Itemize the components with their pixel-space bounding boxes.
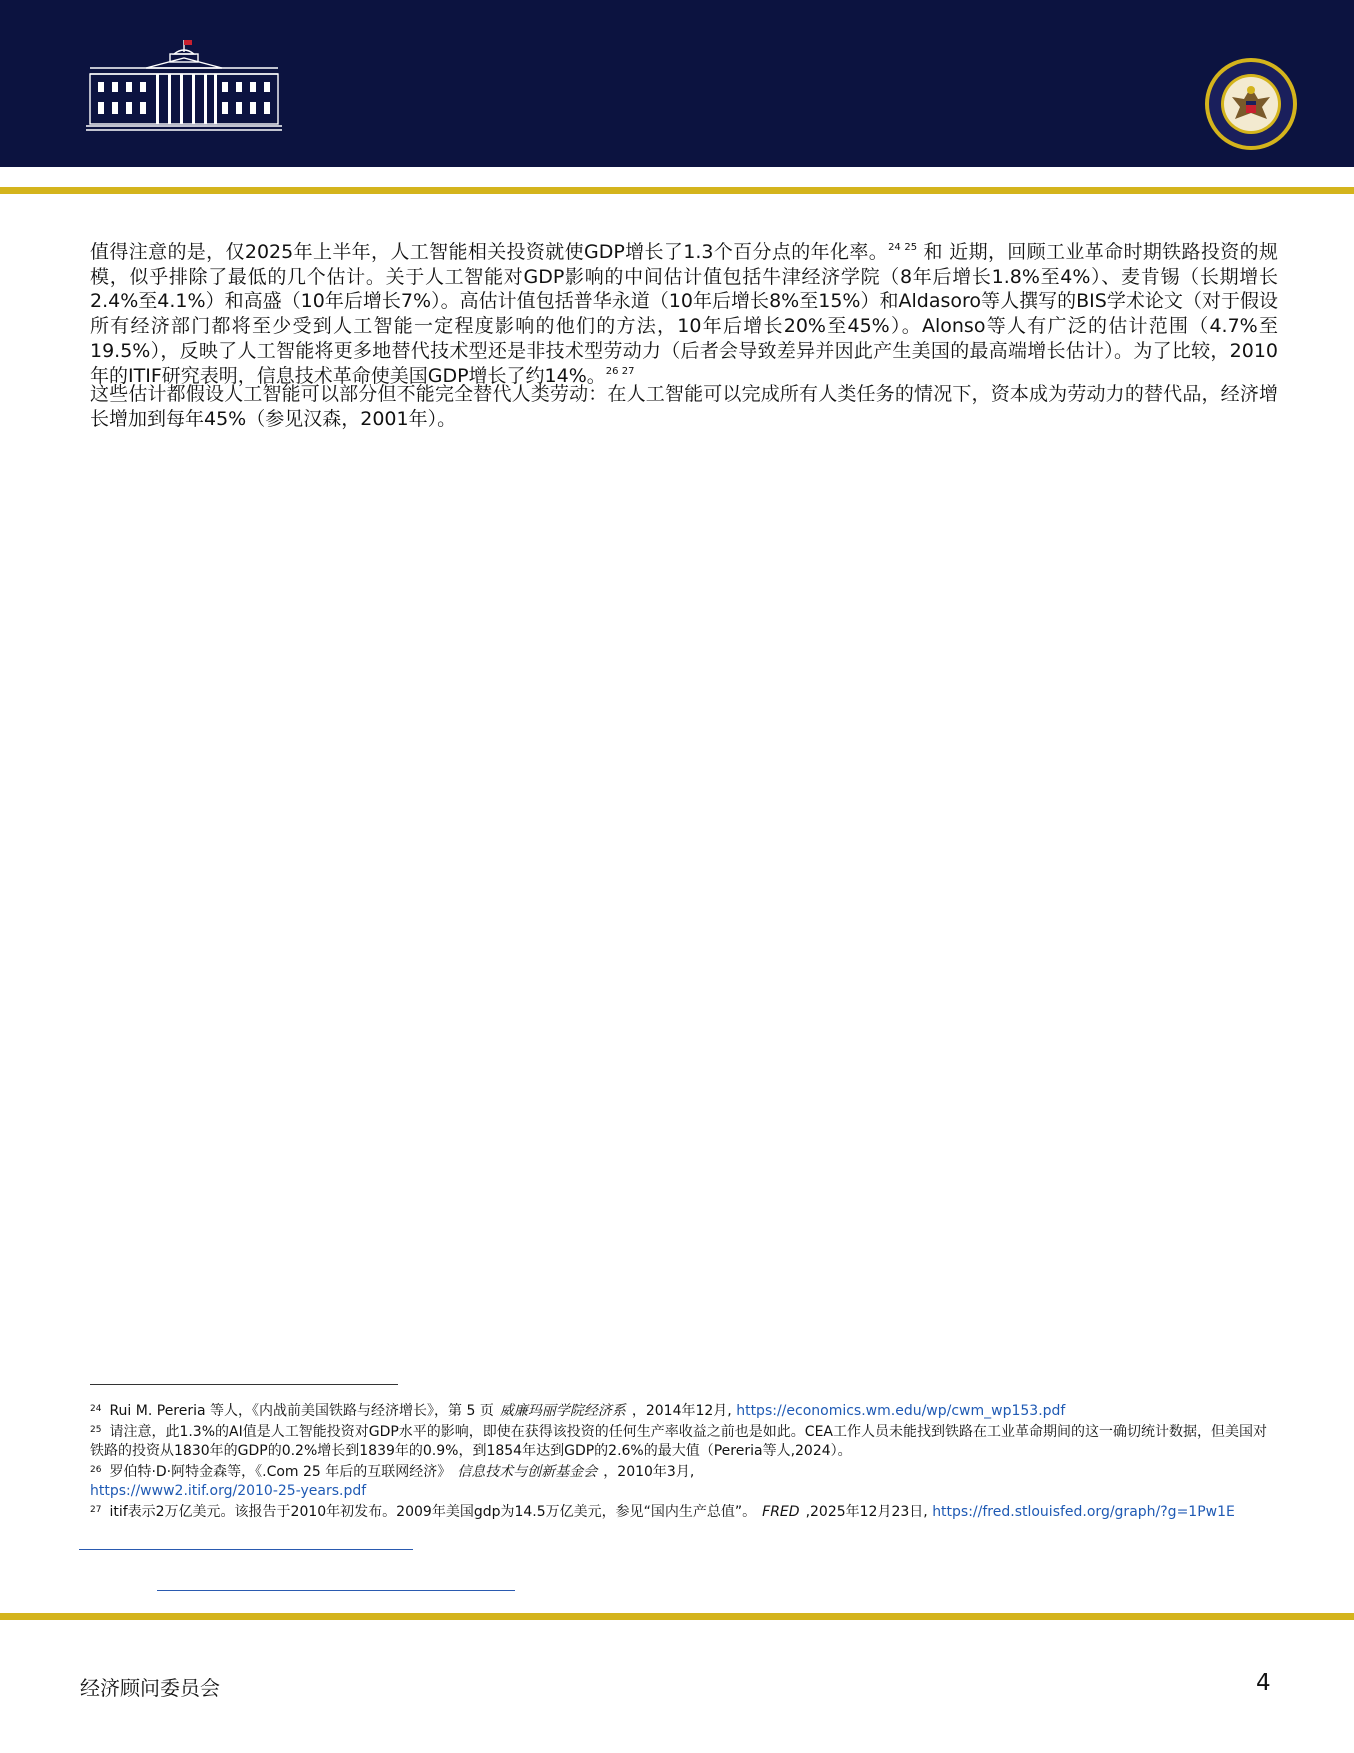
footnote-separator	[90, 1384, 398, 1385]
footnote-24-link[interactable]: https://economics.wm.edu/wp/cwm_wp153.pdf	[736, 1403, 1066, 1419]
executive-office-seal-icon	[1204, 57, 1298, 151]
footnote-24: $^{24}$ Rui M. Pereria 等人，《内战前美国铁路与经济增长》，第 5 页 威廉玛丽学院经济系 ，2014年12月, https://economics.wm.edu/wp/cwm_wp153.pdf	[90, 1403, 1066, 1419]
page-number: 4	[1256, 1670, 1271, 1696]
footer-gold-divider	[0, 1613, 1354, 1620]
white-house-icon	[86, 38, 282, 132]
footnote-27: $^{27}$ itif表示2万亿美元。该报告于2010年初发布。2009年美国gdp为14.5万亿美元，参见“国内生产总值”。 FRED ,2025年12月23日, https://fred.stlouisfed.org/graph/?g=1Pw1E	[90, 1504, 1235, 1520]
footnote-27-link[interactable]: https://fred.stlouisfed.org/graph/?g=1Pw1E	[932, 1504, 1235, 1520]
footnote-refs-24-25[interactable]: 24 25	[888, 242, 918, 253]
header-gold-divider	[0, 187, 1354, 194]
footnote-link-underline-2	[157, 1590, 515, 1591]
footnote-26: $^{26}$ 罗伯特·D·阿特金森等，《.Com 25 年后的互联网经济》 信息技术与创新基金会 ，2010年3月, https://www2.itif.org/2010-25-years.pdf	[90, 1464, 695, 1499]
body-paragraphs	[90, 240, 1278, 432]
footnote-refs-26-27[interactable]: 26 27	[605, 365, 635, 377]
body-paragraph-1: 值得注意的是，仅2025年上半年，人工智能相关投资就使GDP增长了1.3个百分点的年化率。$^{24 25}$ 和 近期，回顾工业革命时期铁路投资的规模，似乎排除了最低的几个估计。关于人工智能对GDP影响的中间估计值包括牛津经济学院（8年后增长1.8%至4%）、麦肯锡（长期增长2.4%至4.1%）和高盛（10年后增长7%）。高估计值包括普华永道（10年后增长8%至15%）和Aldasoro等人撰写的BIS学术论文（对于假设所有经济部门都将至少受到人工智能一定程度影响的他们的方法，10年后增长20%至45%）。Alonso等人有广泛的估计范围（4.7%至19.5%），反映了人工智能将更多地替代技术型还是非技术型劳动力（后者会导致差异并因此产生美国的最高端增长估计）。为了比较，2010年的ITIF研究表明，信息技术革命使美国GDP增长了约14%。$^{26 27}$	[90, 241, 1278, 387]
page-header	[0, 0, 1354, 167]
footnote-26-link[interactable]: https://www2.itif.org/2010-25-years.pdf	[90, 1483, 367, 1499]
footnotes	[90, 1400, 1270, 1522]
footer-title: 经济顾问委员会	[80, 1676, 220, 1700]
body-paragraph-2: 这些估计都假设人工智能可以部分但不能完全替代人类劳动：在人工智能可以完成所有人类任务的情况下，资本成为劳动力的替代品，经济增长增加到每年45%（参见汉森，2001年）。	[90, 383, 1278, 430]
footnote-25: $^{25}$ 请注意，此1.3%的AI值是人工智能投资对GDP水平的影响，即使在获得该投资的任何生产率收益之前也是如此。CEA工作人员未能找到铁路在工业革命期间的这一确切统计数据，但美国对铁路的投资从1830年的GDP的0.2%增长到1839年的0.9%，到1854年达到GDP的2.6%的最大值（Pereria等人,2024）。	[90, 1424, 1267, 1459]
footnote-link-underline-1	[79, 1549, 413, 1550]
